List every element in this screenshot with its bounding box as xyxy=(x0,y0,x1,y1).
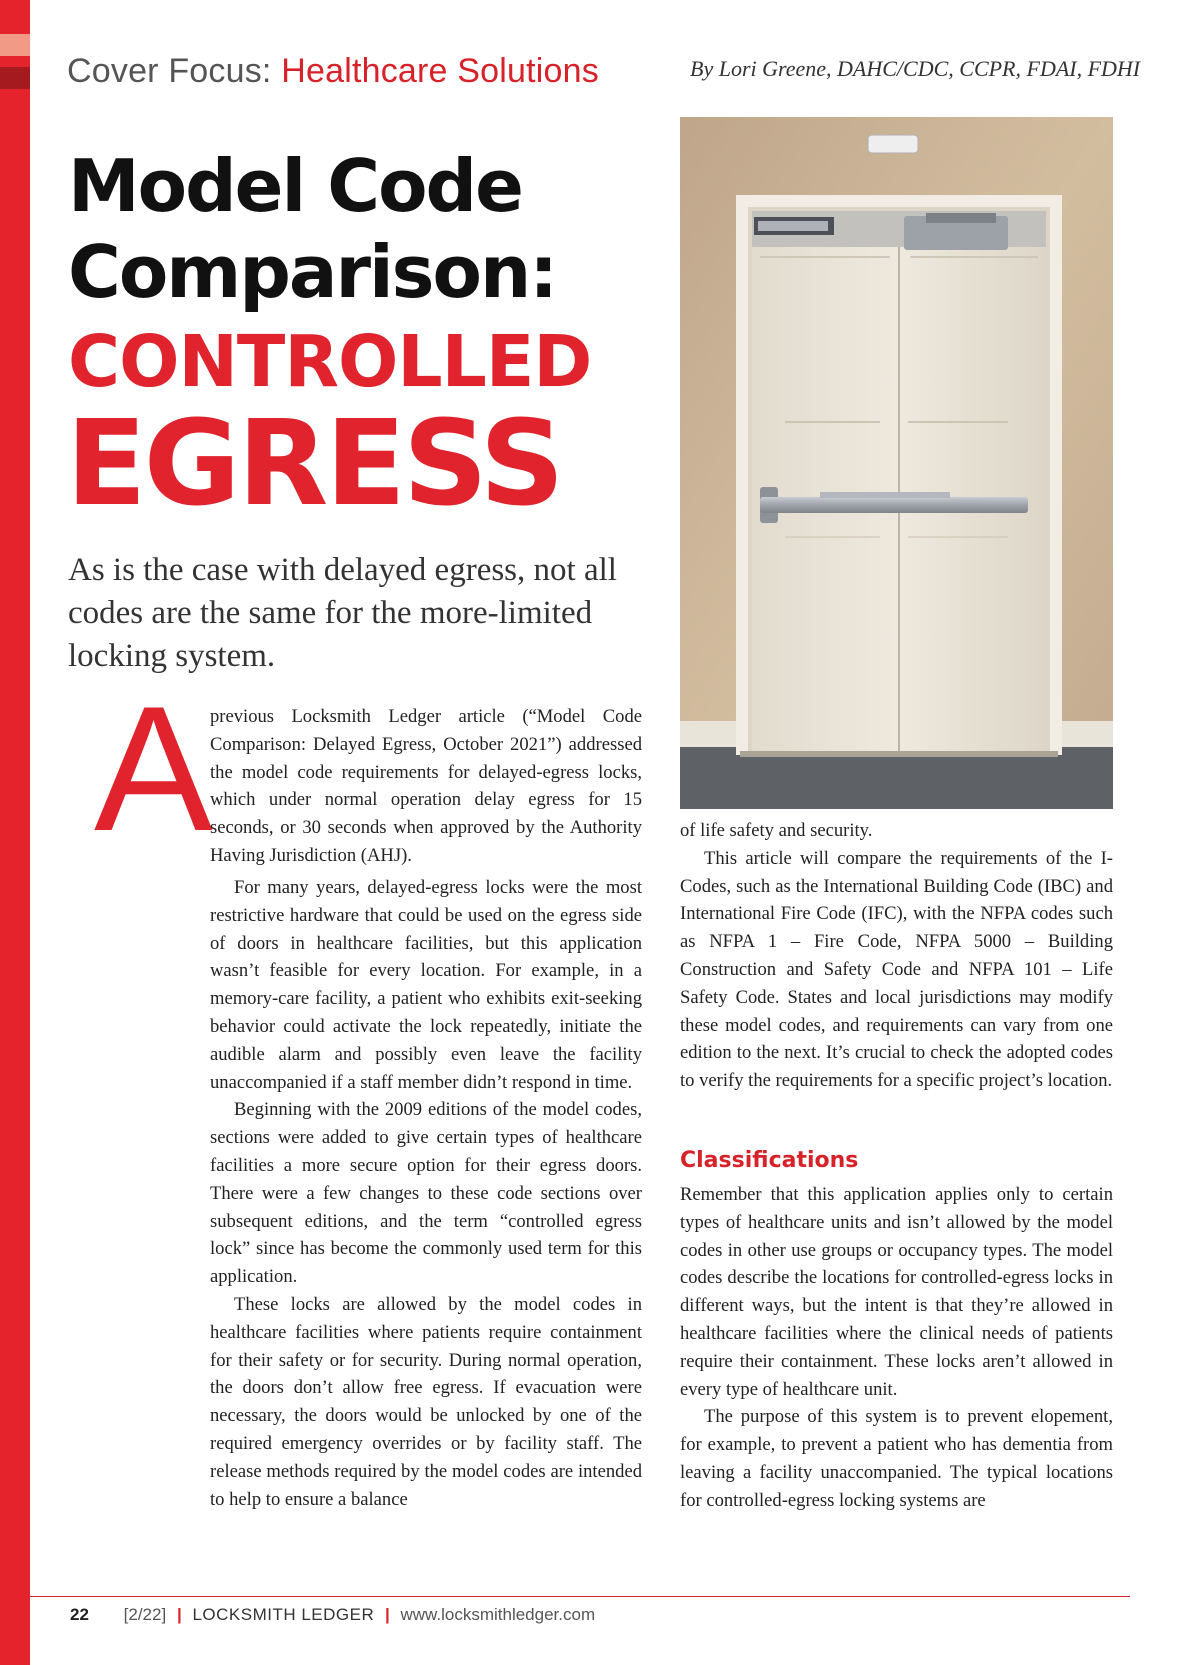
section-name: Healthcare Solutions xyxy=(281,52,599,90)
paragraph-7: The purpose of this system is to prevent elopement, for example, to prevent a patient who has dementia from leaving a facility unaccompanied. The typical locations for controlled-egress locking systems are xyxy=(680,1406,1113,1511)
body-column-right-top xyxy=(680,817,1113,1095)
side-accent-bar xyxy=(0,0,30,1665)
footer-separator: | xyxy=(176,1605,182,1624)
title-line-3: CONTROLLED xyxy=(68,320,592,403)
footer-rule xyxy=(30,1596,1130,1597)
paragraph-1: previous Locksmith Ledger article (“Model Code Comparison: Delayed Egress, October 2021”) addressed the model code requirements for delayed-egress locks, which under normal operation delay egress for 15 seconds, or 30 seconds when approved by the Authority Having Jurisdiction (AHJ). xyxy=(210,706,642,866)
body-column-right-bottom xyxy=(680,1181,1113,1515)
side-accent-swatch-light xyxy=(0,34,30,56)
article-deck: As is the case with delayed egress, not all codes are the same for the more-limited locking system. xyxy=(68,552,617,674)
drop-cap: A xyxy=(94,669,213,868)
section-heading-classifications: Classifications xyxy=(680,1148,859,1173)
title-line-1: Model Code xyxy=(68,144,522,228)
title-line-2: Comparison: xyxy=(68,230,557,314)
paragraph-5: This article will compare the requirements of the I-Codes, such as the International Building Code (IBC) and International Fire Code (IFC), with the NFPA codes such as NFPA 1 – Fire Code, NFPA 5000 – Building Construction and Safety Code and NFPA 101 – Life Safety Code. States and local jurisdictions may modify these model codes, and requirements can vary from one edition to the next. It’s crucial to check the adopted codes to verify the requirements for a specific project’s location. xyxy=(680,847,1113,1092)
footer-separator: | xyxy=(384,1605,390,1624)
page-number: 22 xyxy=(70,1605,89,1624)
paragraph-4-continued: of life safety and security. xyxy=(680,820,873,841)
section-label xyxy=(67,52,599,91)
paragraph-6: Remember that this application applies only to certain types of healthcare units and isn’t allowed by the model codes in other use groups or occupancy types. The model codes describe the locations for controlled-egress locks in different ways, but the intent is that they’re allowed in healthcare facilities where the clinical needs of patients require their containment. These locks aren’t allowed in every type of healthcare unit. xyxy=(680,1184,1113,1400)
section-prefix: Cover Focus: xyxy=(67,52,272,90)
paragraph-4: These locks are allowed by the model codes in healthcare facilities where patients require containment for their safety or for security. During normal operation, the doors don’t allow free egress. If evacuation were necessary, the doors would be unlocked by one of the required emergency overrides or by facility staff. The release methods required by the model codes are intended to help to ensure a balance xyxy=(210,1293,642,1510)
article-title xyxy=(68,143,668,315)
body-column-left-intro xyxy=(210,703,642,870)
body-column-left xyxy=(210,874,642,1513)
side-accent-swatch-dark xyxy=(0,67,30,89)
issue-date: [2/22] xyxy=(123,1605,167,1624)
magazine-name: LOCKSMITH LEDGER xyxy=(192,1605,375,1624)
page-footer xyxy=(70,1605,595,1625)
paragraph-3: Beginning with the 2009 editions of the model codes, sections were added to give certain types of healthcare facilities a more secure option for their egress doors. There were a few changes to these code sections over subsequent editions, and the term “controlled egress lock” since has become the commonly used term for this application. xyxy=(210,1099,642,1288)
door-photo xyxy=(680,117,1113,809)
website-link[interactable]: www.locksmithledger.com xyxy=(400,1605,596,1624)
byline: By Lori Greene, DAHC/CDC, CCPR, FDAI, FDHI xyxy=(690,56,1141,81)
paragraph-2: For many years, delayed-egress locks were the most restrictive hardware that could be used on the egress side of doors in healthcare facilities, but this application wasn’t feasible for every location. For example, in a memory-care facility, a patient who exhibits exit-seeking behavior could activate the lock repeatedly, initiate the audible alarm and possibly even leave the facility unaccompanied if a staff member didn’t respond in time. xyxy=(210,877,642,1093)
title-line-4: EGRESS xyxy=(66,394,562,532)
